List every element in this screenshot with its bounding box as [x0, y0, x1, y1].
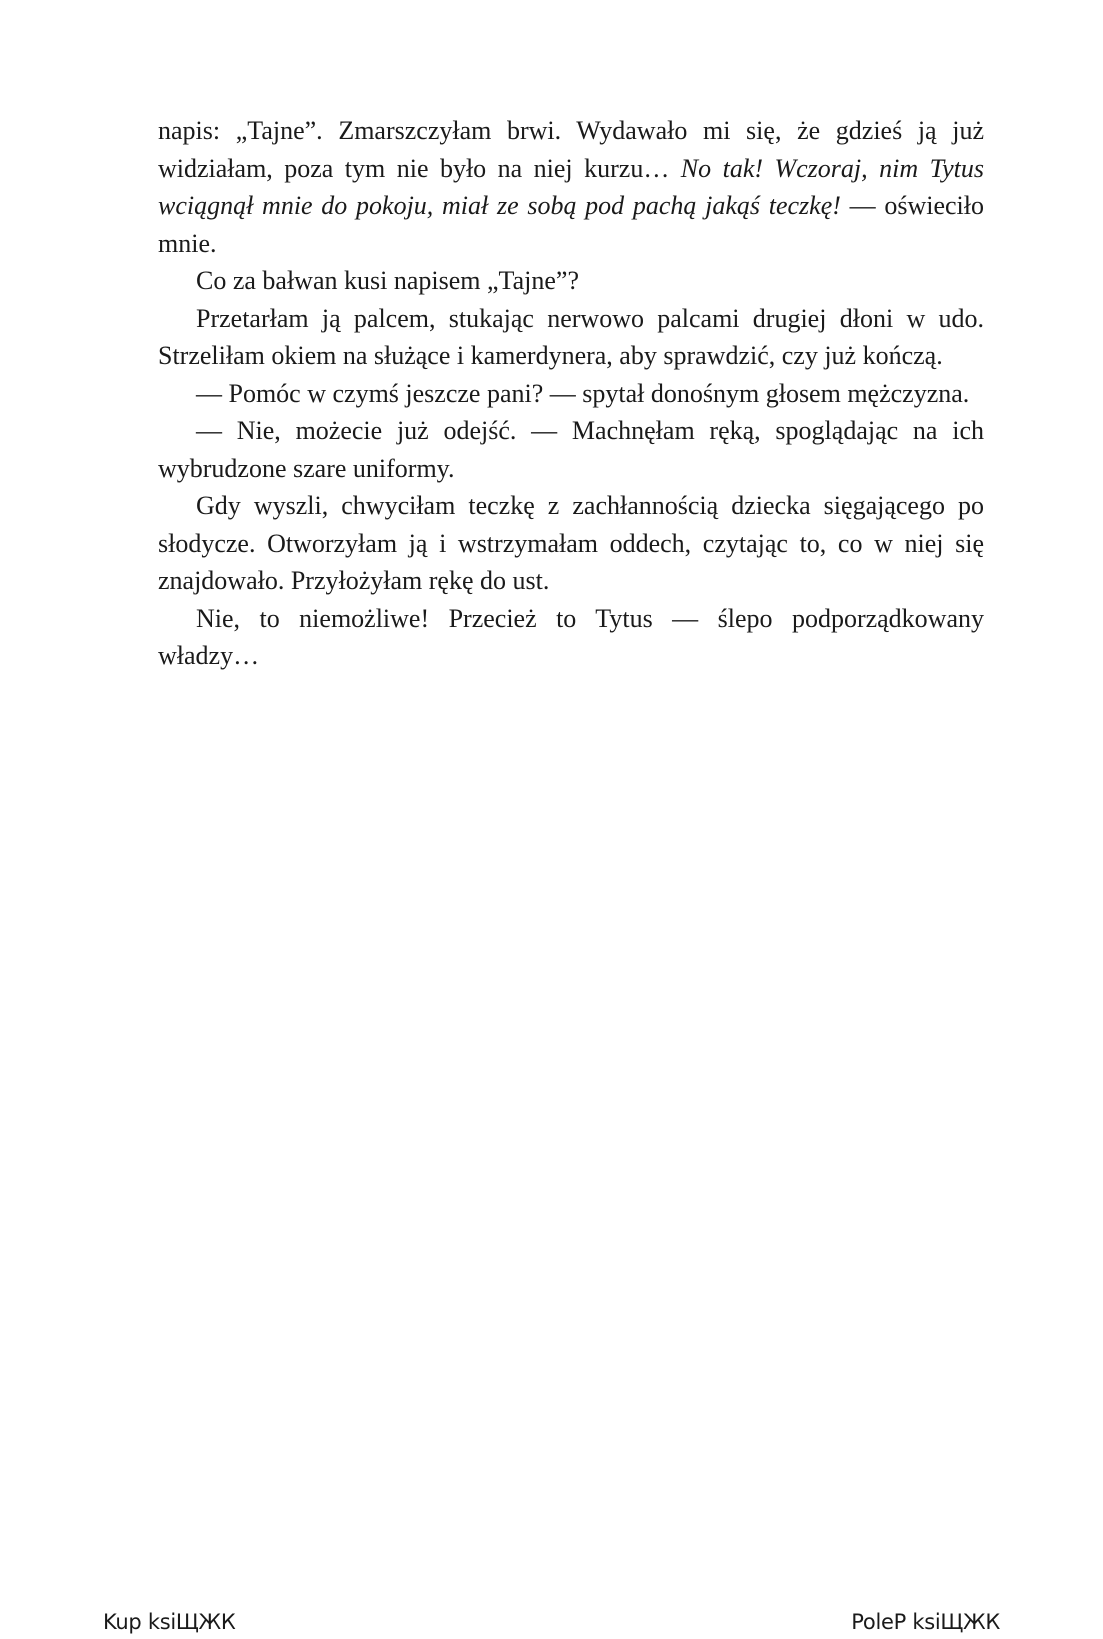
paragraph-3: Przetarłam ją palcem, stukając nerwowo palcami drugiej dłoni w udo. Strzeliłam okiem na służące i kamerdynera, aby sprawdzić, czy już kończą. — [158, 303, 984, 370]
paragraph-6: Gdy wyszli, chwyciłam teczkę z zachłannością dziecka sięgającego po słodycze. Otworzyłam ją i wstrzymałam oddech, czytając to, co w niej się znajdowało. Przyłożyłam rękę do ust. — [158, 491, 984, 595]
paragraph-2: Co za bałwan kusi napisem „Tajne”? — [196, 266, 579, 295]
paragraph-4: — Pomóc w czymś jeszcze pani? — spytał donośnym głosem mężczyzna. — [196, 378, 970, 408]
paragraph-1-tail: — oświeciło mnie. — [158, 191, 984, 258]
paragraph-1-italic-thought: No tak! Wczoraj, nim Tytus wciągnął mnie do pokoju, miał ze sobą pod pachą jakąś teczkę! — [158, 153, 984, 220]
page-body — [158, 112, 984, 675]
paragraph-5: — Nie, możecie już odejść. — Machnęłam ręką, spoglądając na ich wybrudzone szare uniformy. — [158, 416, 984, 483]
paragraph-1 — [158, 112, 984, 262]
paragraph-1-text: napis: „Tajne”. Zmarszczyłam brwi. Wydawało mi się, że gdzieś ją już widziałam, poza tym nie było na niej kurzu… — [158, 116, 984, 183]
paragraph-7: Nie, to niemożliwe! Przecież to Tytus — ślepo podporządkowany władzy… — [158, 603, 984, 670]
recommend-book-link[interactable]: PoleP ksiЩЖК — [851, 1610, 1000, 1634]
buy-book-link[interactable]: Kup ksiЩЖК — [103, 1610, 236, 1634]
